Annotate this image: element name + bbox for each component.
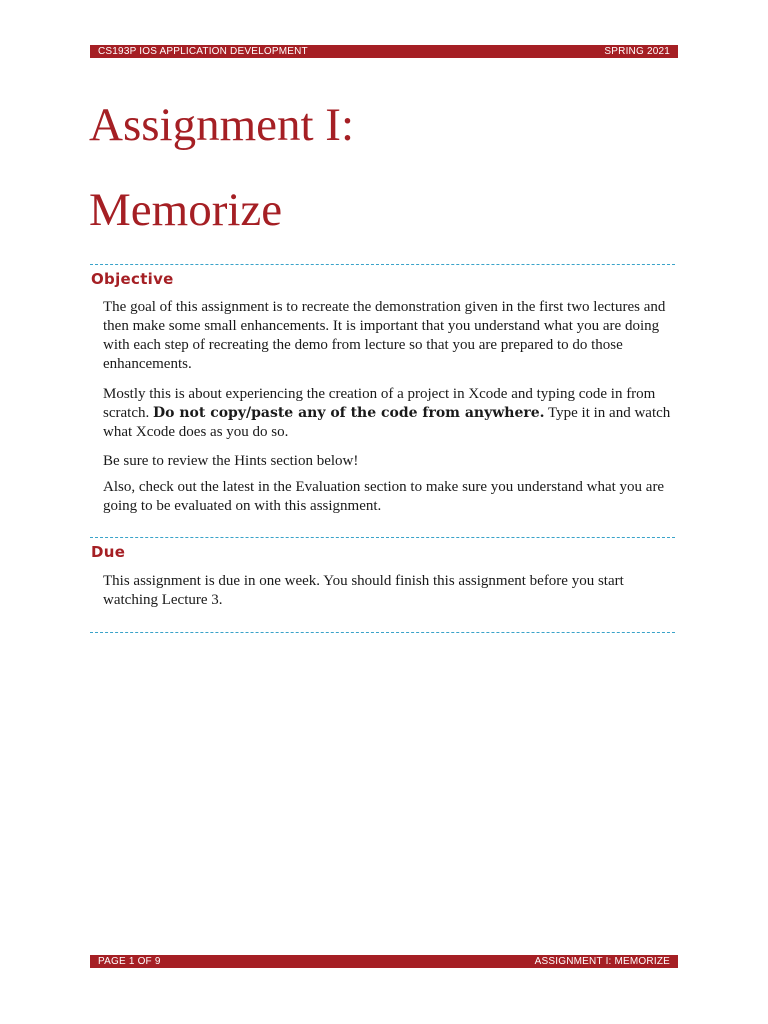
objective-paragraph-2-text: Mostly this is about experiencing the creation of a project in Xcode and typing code in from scratch. xyxy=(103,386,656,421)
divider-due xyxy=(90,537,675,538)
header-term: SPRING 2021 xyxy=(604,46,670,57)
title-line-2: Memorize xyxy=(89,184,283,236)
due-paragraph-1: This assignment is due in one week. You should finish this assignment before you start watching Lecture 3. xyxy=(103,573,624,608)
objective-paragraph-2-bold: Do not copy/paste any of the code from anywhere. xyxy=(152,405,545,421)
title-line-1: Assignment I: xyxy=(89,99,355,151)
objective-paragraph-3: Be sure to review the Hints section below! xyxy=(103,453,359,469)
footer-page-number: PAGE 1 OF 9 xyxy=(98,956,161,967)
divider-objective xyxy=(90,264,675,265)
due-heading: Due xyxy=(91,543,126,561)
objective-paragraph-2-tail: Type it in and watch what Xcode does as you do so. xyxy=(103,405,671,440)
objective-paragraph-4: Also, check out the latest in the Evaluation section to make sure you understand what you are going to be evaluated on with this assignment. xyxy=(103,479,665,514)
footer-document-title: ASSIGNMENT I: MEMORIZE xyxy=(534,956,670,967)
header-course: CS193P IOS APPLICATION DEVELOPMENT xyxy=(98,46,308,57)
divider-end xyxy=(90,632,675,633)
objective-heading: Objective xyxy=(91,270,174,288)
header-band xyxy=(90,45,678,58)
objective-paragraph-1: The goal of this assignment is to recreate the demonstration given in the first two lectures and then make some small enhancements. It is important that you understand what you are doing with each step of recreating the demo from lecture so that you are prepared to do those enhancements. xyxy=(103,299,666,372)
footer-band xyxy=(90,955,678,968)
objective-paragraph-2 xyxy=(103,385,678,442)
